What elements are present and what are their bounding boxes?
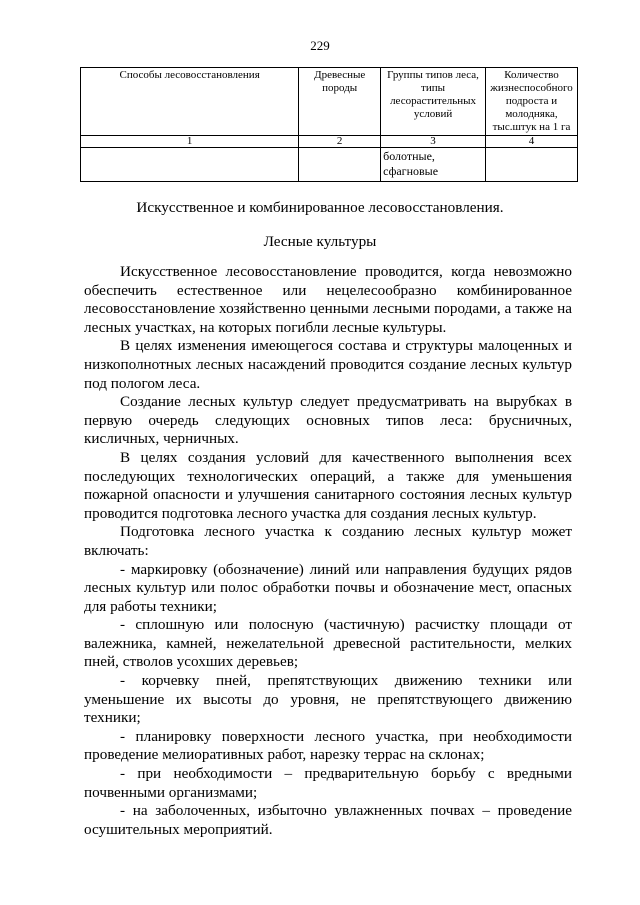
table-cell: [81, 148, 299, 182]
section-heading: Искусственное и комбинированное лесовосстановления.: [136, 199, 504, 216]
list-item: - маркировку (обозначение) линий или направления будущих рядов лесных культур или полос обработки почвы и обозначение мест, опасных для работы техники;: [84, 560, 572, 615]
paragraph: Создание лесных культур следует предусматривать на вырубках в первую очередь следующих основных типов леса: брусничных, кисличных, черничных.: [84, 393, 572, 448]
paragraph: В целях создания условий для качественного выполнения всех последующих технологических операций, а также для уменьшения пожарной опасности и улучшения санитарного состояния лесных культур проводится подготовка лесного участка для создания лесных культур.: [84, 448, 572, 522]
table-cell: [486, 148, 578, 182]
column-number: 3: [381, 136, 486, 148]
column-number: 1: [81, 136, 299, 148]
list-item: - на заболоченных, избыточно увлажненных почвах – проведение осушительных мероприятий.: [84, 802, 572, 838]
list-item: - при необходимости – предварительную борьбу с вредными почвенными организмами;: [84, 765, 572, 801]
list-item: - планировку поверхности лесного участка, при необходимости проведение мелиоративных работ, нарезку террас на склонах;: [84, 727, 572, 764]
table-cell: [299, 148, 381, 182]
table-row: [81, 148, 578, 182]
column-number: 2: [299, 136, 381, 148]
header-restoration-methods: Способы лесовосстановления: [81, 68, 299, 136]
list-item: - корчевку пней, препятствующих движению техники или уменьшение их высоты до уровня, не препятствующего движению техники;: [84, 672, 572, 727]
page-number: 229: [310, 38, 330, 53]
header-forest-type-groups: Группы типов леса, типы лесорастительных условий: [381, 68, 486, 136]
table-header-row: [81, 68, 578, 136]
header-undergrowth-quantity: Количество жизнеспособного подроста и молодняка, тыс.штук на 1 га: [486, 68, 578, 136]
body-text: [84, 263, 572, 839]
forest-restoration-table: [80, 67, 578, 182]
list-item: - сплошную или полосную (частичную) расчистку площади от валежника, камней, нежелательной древесной растительности, мелких пней, стволов усохших деревьев;: [84, 616, 572, 671]
header-tree-species: Древесные породы: [299, 68, 381, 136]
paragraph: В целях изменения имеющегося состава и структуры малоценных и низкополнотных лесных насаждений проводится создание лесных культур под пологом леса.: [84, 337, 572, 392]
paragraph: Искусственное лесовосстановление проводится, когда невозможно обеспечить естественное или нецелесообразно комбинированное лесовосстановление хозяйственно ценными лесными породами, а также на лесных участках, на которых погибли лесные культуры.: [84, 263, 572, 336]
column-number-row: [81, 136, 578, 148]
table-cell: болотные, сфагновые: [381, 148, 486, 182]
subheading: Лесные культуры: [263, 233, 377, 250]
column-number: 4: [486, 136, 578, 148]
paragraph: Подготовка лесного участка к созданию лесных культур может включать:: [84, 523, 572, 559]
